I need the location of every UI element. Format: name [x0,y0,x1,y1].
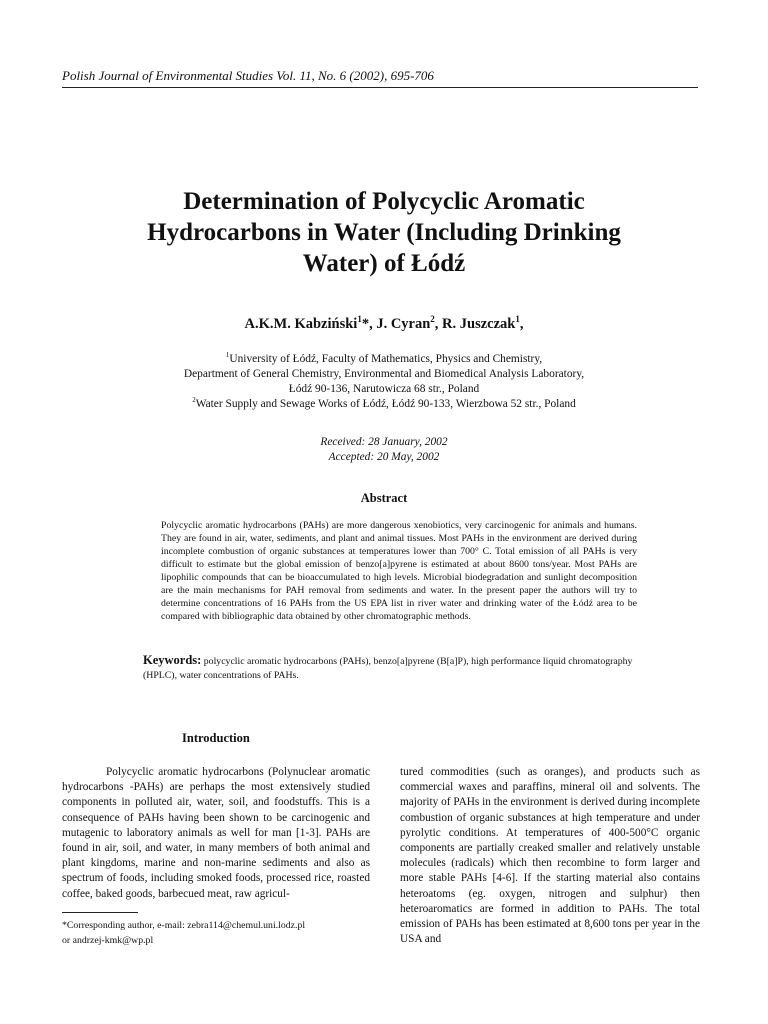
right-column [400,765,700,947]
article-dates [62,435,706,465]
keywords-text: polycyclic aromatic hydrocarbons (PAHs), benzo[a]pyrene (B[a]P), high performance liquid chromatography (HPLC), water concentrations of PAHs. [143,656,633,681]
affiliations [62,352,706,412]
footnote [62,918,382,948]
paper-title [70,186,698,279]
author-1-affil: 1 [357,314,362,325]
abstract-heading: Abstract [360,491,408,505]
affiliation-1-text: University of Łódź, Faculty of Mathematics, Physics and Chemistry, [229,353,543,365]
title-line-1: Determination of Polycyclic Aromatic [183,188,585,215]
author-2-affil: 2 [430,314,435,325]
affiliation-1-line-3: Łódź 90-136, Narutowicza 68 str., Poland [288,383,480,395]
author-3: R. Juszczak [442,316,516,332]
affiliation-1-mark: 1 [225,351,230,360]
keywords [143,654,637,682]
left-column [62,765,370,902]
author-list [62,316,706,333]
title-line-3: Water) of Łódź [302,250,466,277]
abstract-body [143,519,637,623]
title-line-2: Hydrocarbons in Water (Including Drinking [147,219,621,246]
footnote-line-2: or andrzej-kmk@wp.pl [62,935,154,946]
affiliation-1-line-1 [62,352,706,367]
affiliation-2-mark: 2 [192,396,196,405]
author-1: A.K.M. Kabziński [244,316,358,332]
abstract-text: Polycyclic aromatic hydrocarbons (PAHs) are more dangerous xenobiotics, very carcinogenic for animals and humans. They are found in air, water, sediments, and plant and animal tissues. Most PAHs in the environment are derived during incomplete combustion of organic substances at temperatures lower than 700° C. Total emission of all PAHs is very difficult to estimate but the global emission of benzo[a]pyrene is estimated at about 8600 tons/year. Most PAHs are lipophilic compounds that can be bioaccumulated to high levels. Microbial biodegradation and sunlight decomposition are the main mechanisms for PAH removal from sediments and water. In the present paper the authors will try to determine concentrations of 16 PAHs from the US EPA list in river water and drinking water of the Łódź area to be compared with bibliographic data obtained by other chromatographic methods. [161,520,637,622]
accepted-date: Accepted: 20 May, 2002 [328,451,440,463]
author-separator: , [434,316,443,332]
intro-paragraph-right: tured commodities (such as oranges), and products such as commercial waxes and paraffins, mineral oil and solvents. The majority of PAHs in the environment is derived during incomplete combustion of organic substances at high temperature and under pyrolytic conditions. At temperatures of 400-500°C organic components are partially creaked smaller and relatively unstable molecules (radicals) which then recombine to form larger and more stable PAHs [4-6]. If the starting material also contains heteroatoms (eg. oxygen, nitrogen and sulphur) then heteroaromatics are formed in addition to PAHs. The total emission of PAHs has been estimated at 8,600 tons per year in the USA and [400,766,700,946]
affiliation-2 [62,397,706,412]
keywords-label: Keywords: [143,653,202,667]
author-2: J. Cyran [376,316,431,332]
footnote-divider [62,912,138,913]
affiliation-1-line-2: Department of General Chemistry, Environmental and Biomedical Analysis Laboratory, [183,368,585,380]
author-3-affil: 1 [515,314,520,325]
introduction-heading: Introduction [182,731,250,745]
received-date: Received: 28 January, 2002 [320,436,448,448]
journal-header: Polish Journal of Environmental Studies Vol. 11, No. 6 (2002), 695-706 [62,68,698,88]
footnote-line-1: *Corresponding author, e-mail: zebra114@chemul.uni.lodz.pl [62,920,306,931]
author-tail: , [519,316,524,332]
intro-paragraph-left: Polycyclic aromatic hydrocarbons (Polynuclear aromatic hydrocarbons -PAHs) are perhaps the most extensively studied components in polluted air, water, soil, and foodstuffs. This is a consequence of PAHs having been shown to be carcinogenic and mutagenic to laboratory animals as well for man [1-3]. PAHs are found in air, soil, and water, in many members of both animal and plant kingdoms, marine and non-marine sediments and also as spectrum of foods, including smoked foods, processed rice, roasted coffee, baked goods, barbecued meat, raw agricul- [62,766,370,900]
corresponding-mark: *, [361,316,377,332]
affiliation-2-text: Water Supply and Sewage Works of Łódź, Łódź 90-133, Wierzbowa 52 str., Poland [195,398,576,410]
